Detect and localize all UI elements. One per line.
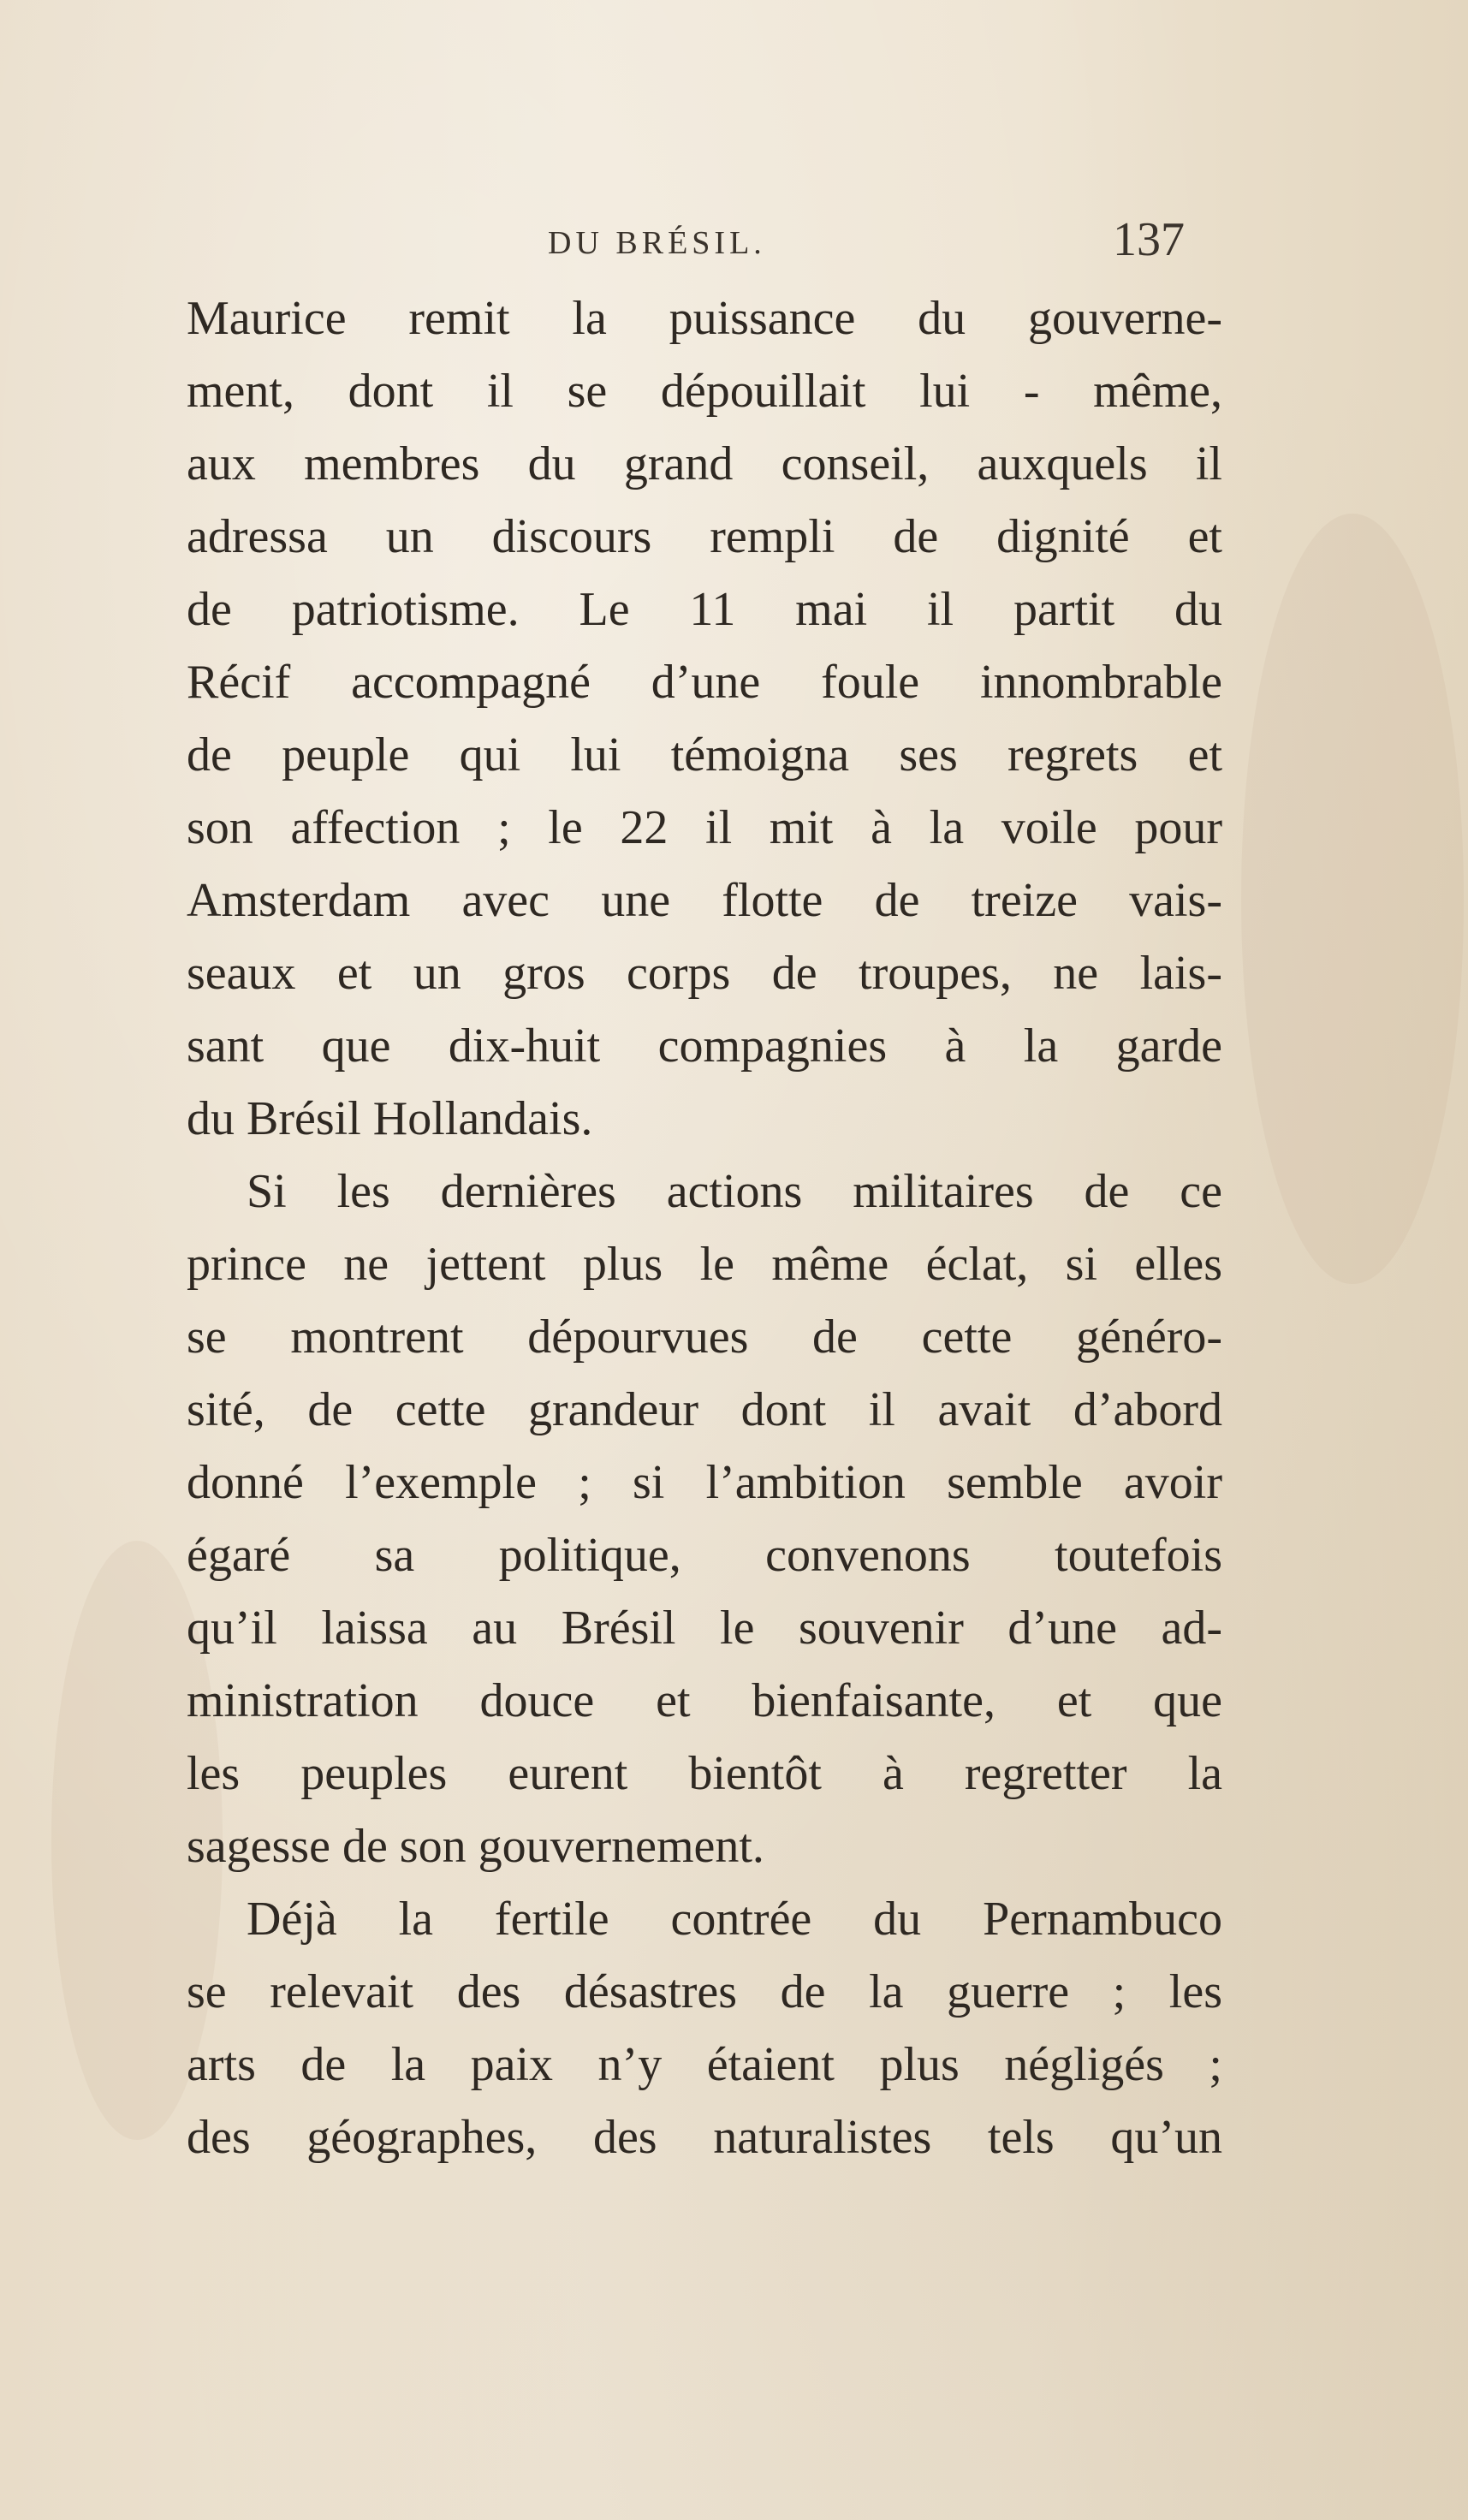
text-line: égaré sa politique, convenons toutefois (187, 1529, 1222, 1582)
text-line: se montrent dépourvues de cette généro- (187, 1311, 1222, 1364)
body-text (187, 282, 1222, 2174)
text-line: aux membres du grand conseil, auxquels il (187, 437, 1222, 490)
text-line: donné l’exemple ; si l’ambition semble avoir (187, 1456, 1222, 1509)
text-line: se relevait des désastres de la guerre ; les (187, 1965, 1222, 2018)
text-line: du Brésil Hollandais. (187, 1092, 593, 1145)
text-line: qu’il laissa au Brésil le souvenir d’une ad- (187, 1602, 1222, 1655)
paper-stain (1241, 514, 1464, 1284)
text-line: de patriotisme. Le 11 mai il partit du (187, 583, 1222, 636)
text-line: Maurice remit la puissance du gouverne- (187, 292, 1222, 345)
text-line: Récif accompagné d’une foule innombrable (187, 656, 1222, 709)
text-line: les peuples eurent bientôt à regretter la (187, 1747, 1222, 1800)
text-line: ministration douce et bienfaisante, et que (187, 1674, 1222, 1727)
text-line: Amsterdam avec une flotte de treize vais- (187, 874, 1222, 927)
text-line: sant que dix-huit compagnies à la garde (187, 1019, 1222, 1073)
text-line: Déjà la fertile contrée du Pernambuco (247, 1893, 1222, 1946)
text-line: ment, dont il se dépouillait lui - même, (187, 365, 1222, 418)
text-line: sagesse de son gouvernement. (187, 1820, 764, 1873)
text-line: sité, de cette grandeur dont il avait d’abord (187, 1383, 1222, 1436)
text-line: prince ne jettent plus le même éclat, si elles (187, 1238, 1222, 1291)
text-line: seaux et un gros corps de troupes, ne lais- (187, 947, 1222, 1000)
text-line: des géographes, des naturalistes tels qu’un (187, 2111, 1222, 2164)
text-line: arts de la paix n’y étaient plus négligés ; (187, 2038, 1222, 2091)
text-line: son affection ; le 22 il mit à la voile pour (187, 801, 1222, 854)
running-head: DU BRÉSIL. (548, 225, 766, 261)
page-number: 137 (1113, 213, 1185, 266)
text-line: de peuple qui lui témoigna ses regrets et (187, 728, 1222, 782)
text-line: adressa un discours rempli de dignité et (187, 510, 1222, 563)
text-line: Si les dernières actions militaires de ce (247, 1165, 1222, 1218)
